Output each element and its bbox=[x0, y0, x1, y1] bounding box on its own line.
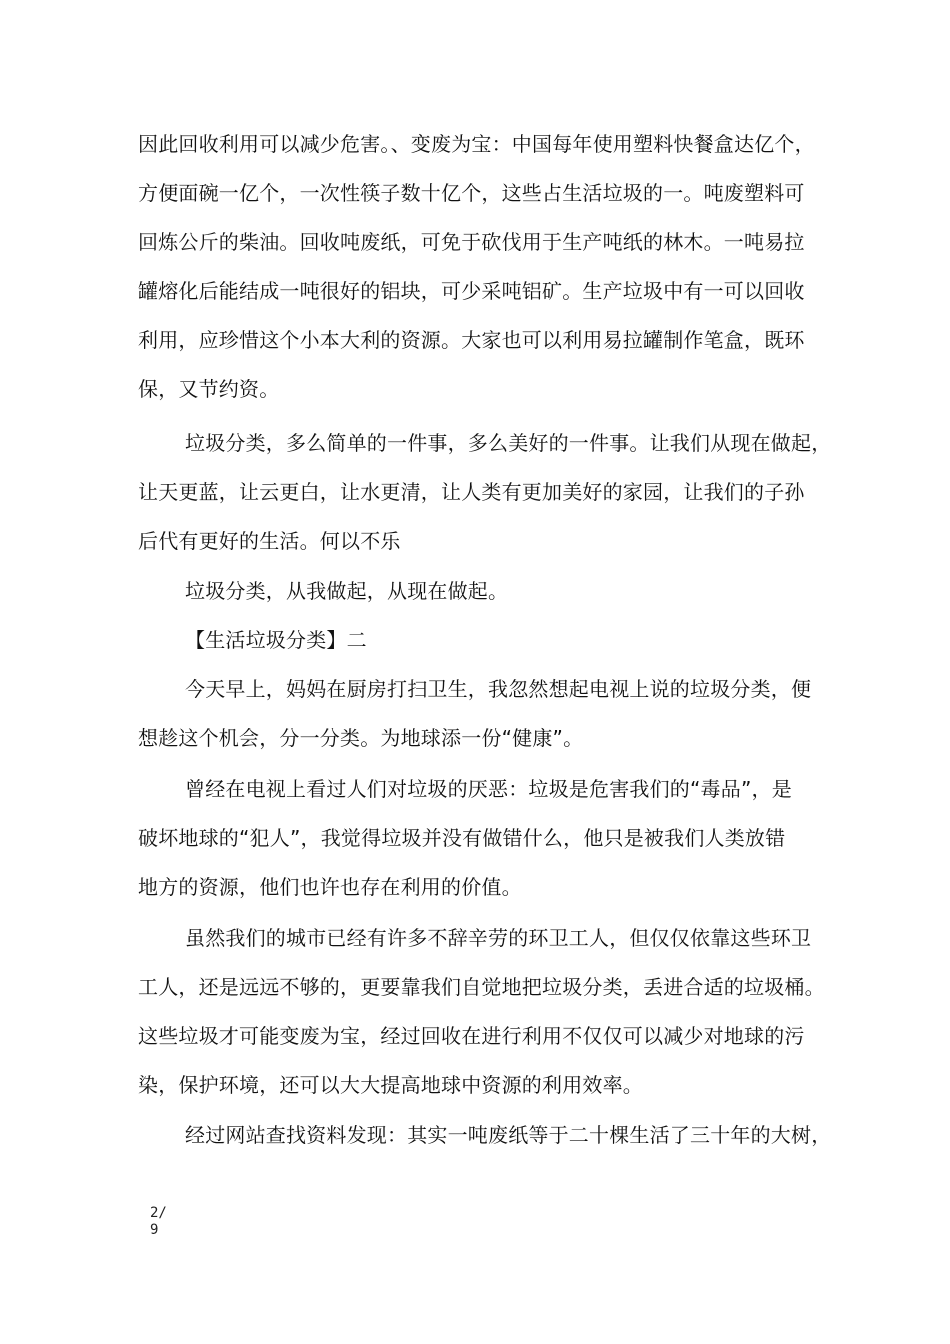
text-line: 工人，还是远远不够的，更要靠我们自觉地把垃圾分类，丢进合适的垃圾桶。 bbox=[138, 975, 825, 999]
text-line: 地方的资源，他们也许也存在利用的价值。 bbox=[138, 875, 522, 899]
text-line: 破坏地球的“犯人”，我觉得垃圾并没有做错什么，他只是被我们人类放错 bbox=[138, 826, 786, 850]
paragraph-first-line: 曾经在电视上看过人们对垃圾的厌恶：垃圾是危害我们的“毒品”，是 bbox=[185, 777, 792, 801]
paragraph-first-line: 垃圾分类，多么简单的一件事，多么美好的一件事。让我们从现在做起， bbox=[185, 431, 832, 455]
text-line: 方便面碗一亿个，一次性筷子数十亿个，这些占生活垃圾的一。吨废塑料可 bbox=[138, 181, 805, 205]
text-line: 因此回收利用可以减少危害。、变废为宝：中国每年使用塑料快餐盒达亿个， bbox=[138, 132, 815, 156]
text-line: 想趁这个机会，分一分类。为地球添一份“健康”。 bbox=[138, 726, 584, 750]
paragraph-first-line: 垃圾分类，从我做起，从现在做起。 bbox=[185, 579, 509, 603]
page-number bbox=[150, 1205, 167, 1239]
text-line: 后代有更好的生活。何以不乐 bbox=[138, 529, 401, 553]
page-number-top: 2/ bbox=[150, 1205, 167, 1221]
text-line: 让天更蓝，让云更白，让水更清，让人类有更加美好的家园，让我们的子孙 bbox=[138, 480, 805, 504]
paragraph-first-line: 今天早上，妈妈在厨房打扫卫生，我忽然想起电视上说的垃圾分类，便 bbox=[185, 677, 812, 701]
text-line: 这些垃圾才可能变废为宝，经过回收在进行利用不仅仅可以减少对地球的污 bbox=[138, 1024, 805, 1048]
text-line: 回炼公斤的柴油。回收吨废纸，可免于砍伐用于生产吨纸的林木。一吨易拉 bbox=[138, 230, 805, 254]
page-number-bottom: 9 bbox=[150, 1222, 159, 1238]
paragraph-first-line: 虽然我们的城市已经有许多不辞辛劳的环卫工人，但仅仅依靠这些环卫 bbox=[185, 926, 812, 950]
text-line: 利用，应珍惜这个小本大利的资源。大家也可以利用易拉罐制作笔盒，既环 bbox=[138, 328, 805, 352]
paragraph-first-line: 经过网站查找资料发现：其实一吨废纸等于二十棵生活了三十年的大树， bbox=[185, 1123, 832, 1147]
text-line: 染，保护环境，还可以大大提高地球中资源的利用效率。 bbox=[138, 1073, 643, 1097]
section-heading: 【生活垃圾分类】二 bbox=[185, 628, 367, 652]
text-line: 罐熔化后能结成一吨很好的铝块，可少采吨铝矿。生产垃圾中有一可以回收 bbox=[138, 279, 805, 303]
text-line: 保，又节约资。 bbox=[138, 377, 280, 401]
